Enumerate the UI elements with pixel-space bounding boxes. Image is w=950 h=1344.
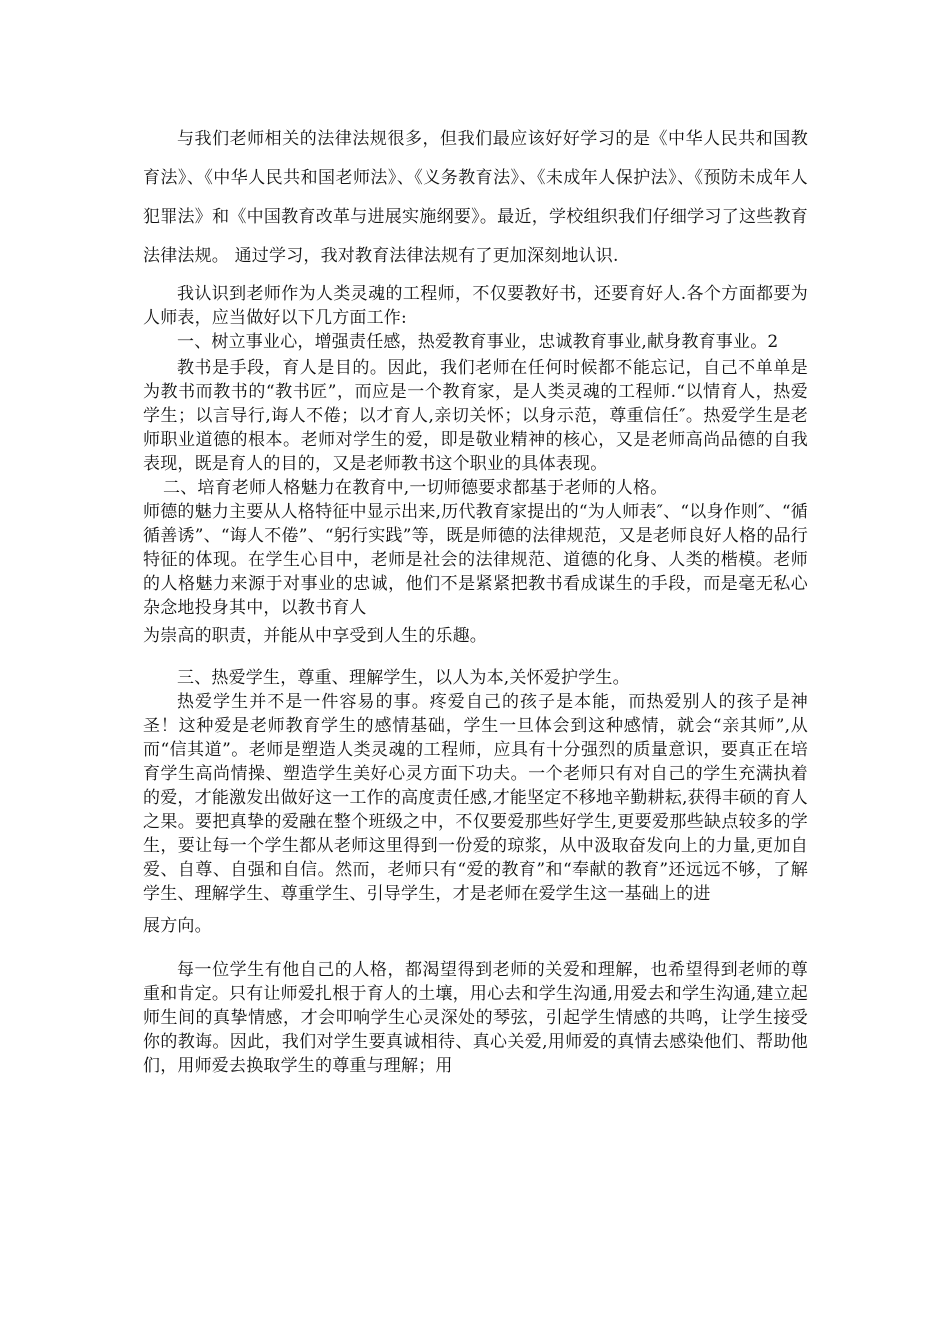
heading-section-one: 一、树立事业心，增强责任感，热爱教育事业，忠诚教育事业,献身教育事业。2 [177,332,779,352]
heading-section-two: 二、培育老师人格魅力在教育中,一切师德要求都基于老师的人格。 [163,478,668,498]
paragraph-teacher-personality: 师德的魅力主要从人格特征中显示出来,历代教育家提出的“为人师表″、“以身作则″、“循循善诱”、“诲人不倦”、“躬行实践”等，既是师德的法律规范，又是老师良好人格的品行特征的体现。在学生心目中，老师是社会的法律规范、道德的化身、人类的楷模。老师的人格魅力来源于对事业的忠诚，他们不是紧紧把教书看成谋生的手段，而是毫无私心杂念地投身其中，以教书育人 [143,502,808,618]
paragraph-love-students-end: 展方向。 [143,916,212,936]
document-body [143,120,808,1078]
paragraph-teaching-purpose: 教书是手段，育人是目的。因此，我们老师在任何时候都不能忘记，自己不单单是为教书而教书的“教书匠”，而应是一个教育家，是人类灵魂的工程师.“以情育人，热爱学生；以言导行,诲人不倦；以才育人,亲切关怀；以身示范，尊重信任″。热爱学生是老师职业道德的根本。老师对学生的爱，即是敬业精神的核心，又是老师高尚品德的自我表现，既是育人的目的，又是老师教书这个职业的具体表现。 [143,358,808,474]
paragraph-teacher-role: 我认识到老师作为人类灵魂的工程师，不仅要教好书，还要育好人.各个方面都要为人师表，应当做好以下几方面工作: [143,284,808,328]
paragraph-respect-students: 每一位学生有他自己的人格，都渴望得到老师的关爱和理解，也希望得到老师的尊重和肯定。只有让师爱扎根于育人的土壤，用心去和学生沟通,用爱去和学生沟通,建立起师生间的真挚情感，才会叩响学生心灵深处的琴弦，引起学生情感的共鸣，让学生接受你的教诲。因此，我们对学生要真诚相待、真心关爱,用师爱的真情去感染他们、帮助他们，用师爱去换取学生的尊重与理解；用 [143,960,808,1076]
paragraph-love-students: 热爱学生并不是一件容易的事。疼爱自己的孩子是本能，而热爱别人的孩子是神圣！这种爱是老师教育学生的感情基础，学生一旦体会到这种感情，就会“亲其师”,从而“信其道”。老师是塑造人类灵魂的工程师，应具有十分强烈的质量意识，要真正在培育学生高尚情操、塑造学生美好心灵方面下功夫。一个老师只有对自己的学生充满执着的爱，才能激发出做好这一工作的高度责任感,才能坚定不移地辛勤耕耘,获得丰硕的育人之果。要把真挚的爱融在整个班级之中，不仅要爱那些好学生,更要爱那些缺点较多的学生，要让每一个学生都从老师这里得到一份爱的琼浆，从中汲取奋发向上的力量,更加自爱、自尊、自强和自信。然而，老师只有“爱的教育”和“奉献的教育”还远远不够，了解学生、理解学生、尊重学生、引导学生，才是老师在爱学生这一基础上的进 [143,692,808,904]
paragraph-teacher-personality-end: 为崇高的职责，并能从中享受到人生的乐趣。 [143,626,487,646]
heading-section-three: 三、热爱学生，尊重、理解学生，以人为本,关怀爱护学生。 [177,668,630,688]
paragraph-laws-intro: 与我们老师相关的法律法规很多，但我们最应该好好学习的是《中华人民共和国教育法》、《中华人民共和国老师法》、《义务教育法》、《未成年人保护法》、《预防未成年人犯罪法》和《中国教育改革与进展实施纲要》。最近，学校组织我们仔细学习了这些教育法律法规。 通过学习，我对教育法律法规有了更加深刻地认识. [143,129,808,266]
